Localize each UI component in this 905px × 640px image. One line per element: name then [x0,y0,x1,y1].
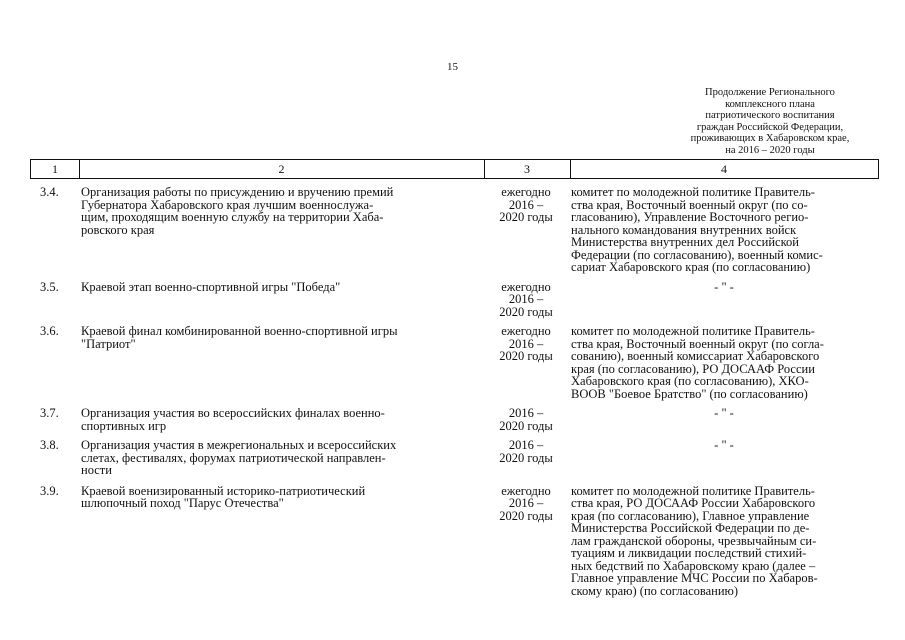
event-executors [569,325,879,400]
event-executors-line: нального командования внутренних войск [571,222,797,237]
event-executors-line: сованию), военный комиссариат Хабаровского [571,349,820,363]
event-name-line: "Патриот" [81,336,136,351]
event-executors-line: края (по согласованию), Главное управление [571,508,810,523]
event-term-line: ежегодно [501,483,551,498]
event-name [78,186,483,274]
event-name [78,439,483,477]
table-row [30,485,879,598]
event-name [78,325,483,400]
event-term-line: 2020 годы [499,418,553,433]
event-executors-line: ных бедствий по Хабаровскому краю (далее – [571,558,816,573]
event-executors-line: ства края, Восточный военный округ (по согла- [571,336,824,351]
event-term-line: 2020 годы [499,508,553,523]
event-term-line: 2016 – [508,292,544,306]
caption-line: проживающих в Хабаровском крае, [690,133,850,144]
event-executors-line: туациям и ликвидации последствий стихий- [571,546,807,560]
event-executors [569,439,879,477]
event-executors-line: - " - [714,406,734,420]
event-term-line: 2016 – [508,336,544,351]
header-col-2: 2 [278,162,285,176]
event-term-line: ежегодно [501,324,551,338]
event-name-line: Организация участия в межрегиональных и всероссийских [81,438,397,452]
event-executors-line: Главное управление МЧС России по Хабаров- [571,571,818,585]
event-term [483,485,569,598]
event-executors-line: комитет по молодежной политике Правитель- [571,185,815,199]
event-name-line: ровского края [81,222,155,237]
event-executors-line: ства края, Восточный военный округ (по со- [571,197,808,212]
header-col-1: 1 [52,162,58,176]
event-name-line: Организация работы по присуждению и вручению премий [81,185,394,199]
event-executors [569,281,879,319]
caption-line: комплексного плана [725,98,815,110]
event-term [483,407,569,432]
event-term-line: 2016 – [508,438,544,452]
event-name-line: Губернатора Хабаровского края лучшим военнослужа- [81,197,374,212]
event-executors-line: Министерства внутренних дел Российской [571,235,799,249]
row-number: 3.5. [40,279,59,294]
event-term [483,186,569,274]
table-header [30,159,879,179]
event-executors [569,485,879,598]
row-number: 3.8. [40,438,59,452]
event-name-line: шлюпочный поход "Парус Отечества" [81,496,284,510]
event-term-line: 2016 – [508,496,544,510]
event-name-line: Организация участия во всероссийских финалах военно- [81,406,385,420]
table-row [30,325,879,400]
table-row [30,439,879,477]
caption-line: патриотического воспитания [705,110,835,121]
event-executors-line: лам гражданской обороны, чрезвычайным си- [571,533,817,548]
row-number: 3.7. [40,406,59,420]
event-name [78,485,483,598]
table-body [30,186,879,597]
event-name-line: ности [81,463,112,477]
event-name-line: Краевой финал комбинированной военно-спортивной игры [81,324,398,338]
event-executors-line: края (по согласованию), РО ДОСААФ России [571,361,815,376]
event-term-line: 2020 годы [499,210,553,224]
caption-line: на 2016 – 2020 годы [725,144,815,156]
event-term-line: 2016 – [508,197,544,212]
event-name [78,407,483,432]
header-col-4: 4 [721,162,727,176]
event-term [483,281,569,319]
header-col-3: 3 [524,162,530,176]
event-executors-line: ства края, РО ДОСААФ России Хабаровского [571,496,816,510]
event-executors-line: - " - [714,279,734,294]
event-term-line: 2020 годы [499,349,553,363]
event-name-line: Краевой этап военно-спортивной игры "Победа" [81,279,341,294]
event-executors-line: сариат Хабаровского края (по согласованию) [571,260,811,274]
event-executors-line: Федерации (по согласованию), военный комис- [571,247,823,262]
event-executors [569,407,879,432]
event-executors [569,186,879,274]
event-term [483,439,569,477]
event-executors-line: гласованию), Управление Восточного регио- [571,210,809,224]
event-executors-line: комитет по молодежной политике Правитель- [571,483,815,498]
event-executors-line: комитет по молодежной политике Правитель- [571,324,815,338]
event-name [78,281,483,319]
table-row [30,281,879,319]
event-term-line: 2016 – [508,406,544,420]
page-number: 15 [447,61,458,73]
row-number: 3.6. [40,324,59,338]
event-name-line: слетах, фестивалях, форумах патриотической направлен- [81,450,386,465]
event-term-line: ежегодно [501,185,551,199]
event-term-line: 2020 годы [499,450,553,465]
event-executors-line: Хабаровского края (по согласованию), ХКО- [571,374,809,388]
event-name-line: Краевой военизированный историко-патриотический [81,483,366,498]
event-term-line: ежегодно [501,279,551,294]
row-number: 3.9. [40,483,59,498]
event-term-line: 2020 годы [499,304,553,319]
event-executors-line: - " - [714,438,734,452]
table-row [30,407,879,432]
event-executors-line: скому краю) (по согласованию) [571,583,739,598]
caption-line: граждан Российской Федерации, [696,121,844,133]
caption-line: Продолжение Регионального [705,87,835,98]
event-name-line: щим, проходящим военную службу на территории Хаба- [81,210,384,224]
event-term [483,325,569,400]
continuation-caption [650,87,890,156]
event-executors-line: Министерства Российской Федерации по де- [571,521,810,535]
row-number: 3.4. [40,185,59,199]
event-executors-line: ВООВ "Боевое Братство" (по согласованию) [571,386,808,401]
table-row [30,186,879,274]
event-name-line: спортивных игр [81,418,167,433]
